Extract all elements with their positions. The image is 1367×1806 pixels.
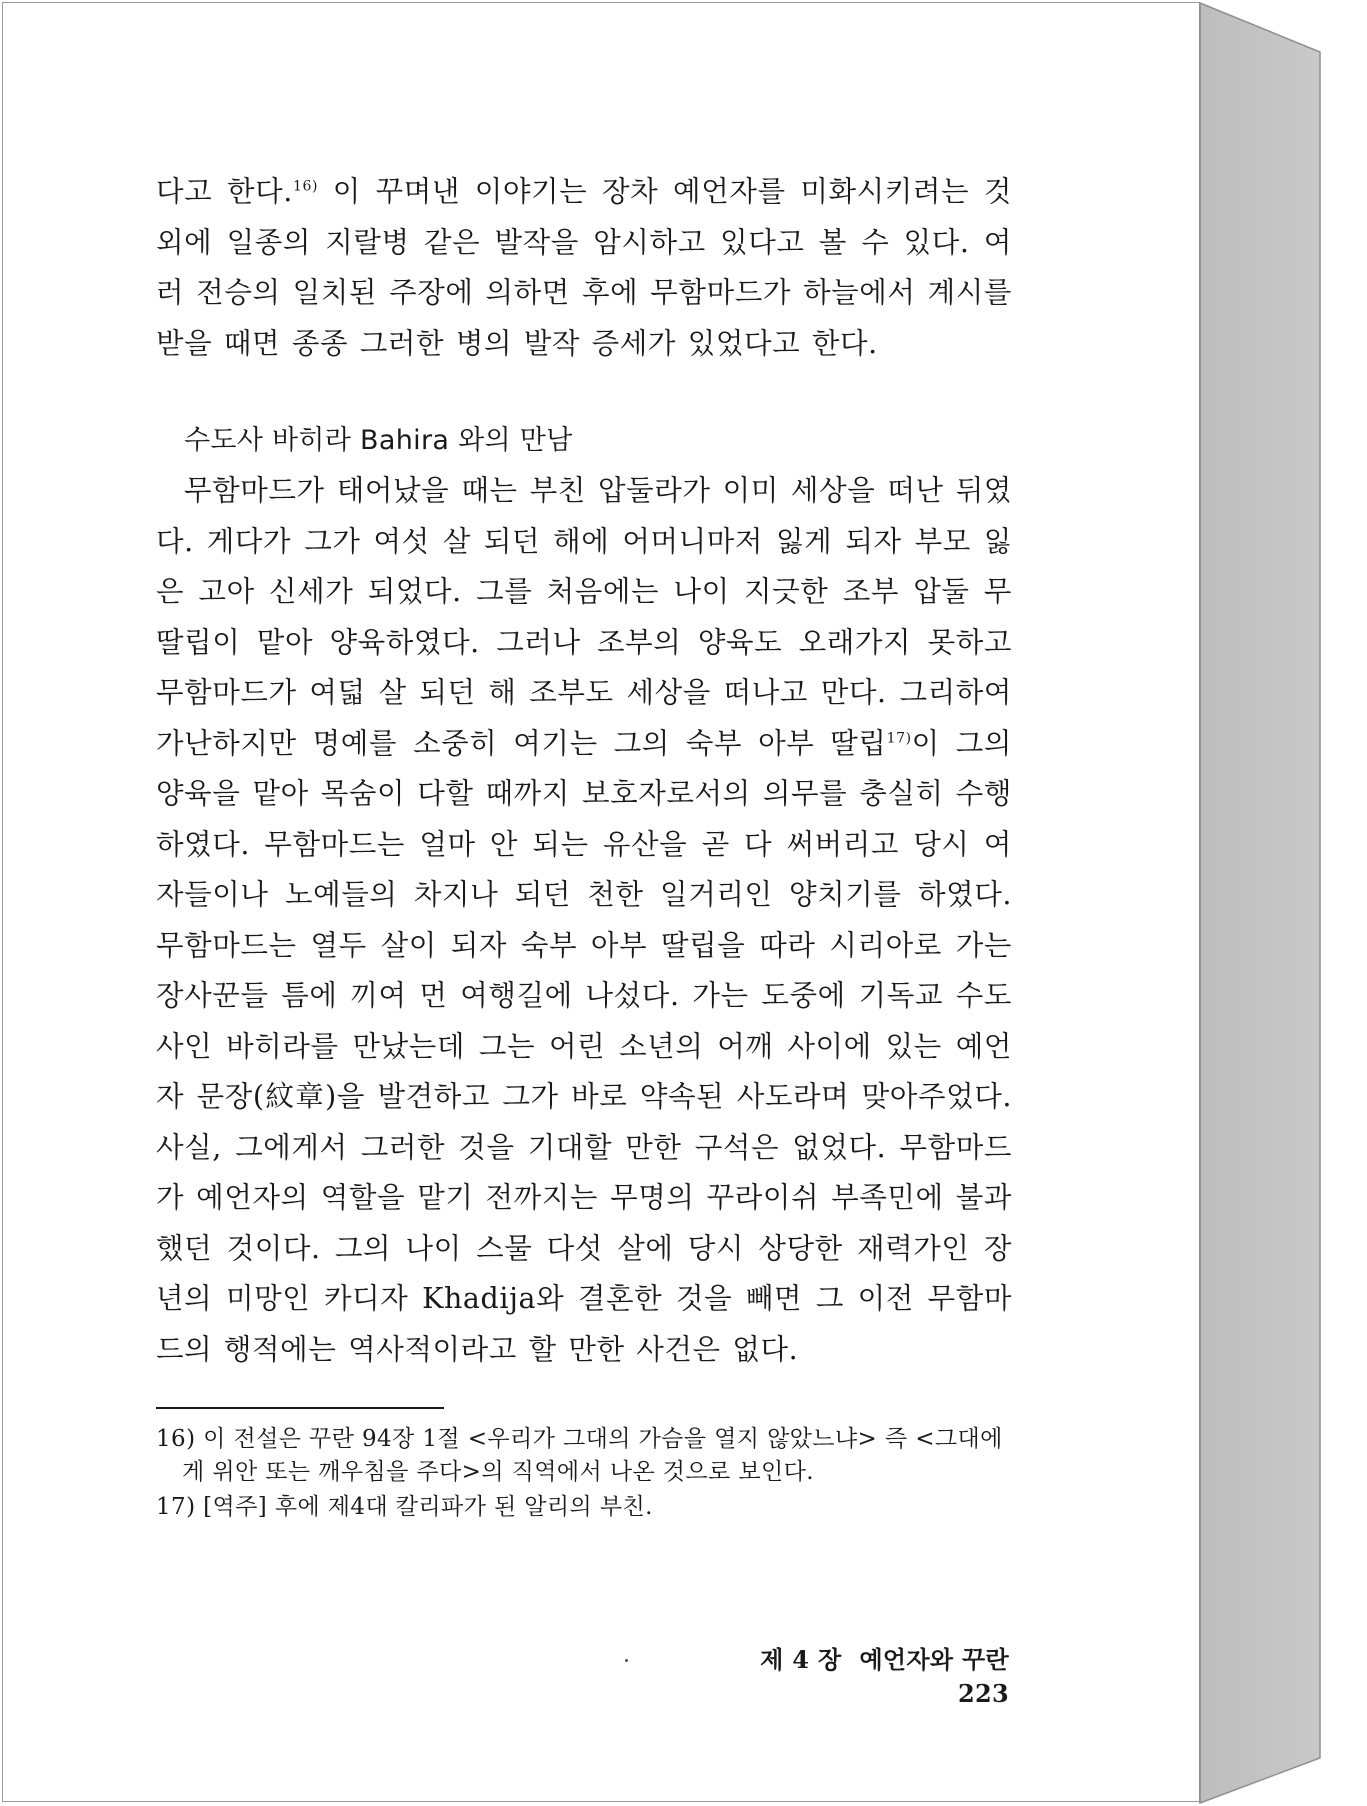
page-number: 223: [958, 1679, 1009, 1708]
footnote-divider: [156, 1407, 444, 1409]
footnote-17: 17) [역주] 후에 제4대 칼리파가 된 알리의 부친.: [156, 1494, 653, 1520]
page-footer: [703, 1643, 1009, 1711]
paragraph-1: [156, 167, 1012, 369]
paragraph-1-text-a: 다고 한다.: [156, 175, 293, 208]
paragraph-1-text-b: 이 꾸며낸 이야기는 장차 예언자를 미화시키려는 것외에 일종의 지랄병 같은 발작을 암시하고 있다고 볼 수 있다. 여러 전승의 일치된 주장에 의하면 후에 무함마드가 하늘에서 계시를 받을 때면 종종 그러한 병의 발작 증세가 있었다고 한다.: [156, 175, 1012, 360]
paragraph-2-text-a: 무함마드가 태어났을 때는 부친 압둘라가 이미 세상을 떠난 뒤였다. 게다가 그가 여섯 살 되던 해에 어머니마저 잃게 되자 부모 잃은 고아 신세가 되었다. 그를 처음에는 나이 지긋한 조부 압둘 무딸립이 맡아 양육하였다. 그러나 조부의 양육도 오래가지 못하고 무함마드가 여덟 살 되던 해 조부도 세상을 떠나고 만다. 그리하여 가난하지만 명예를 소중히 여기는 그의 숙부 아부 딸립: [156, 474, 1012, 760]
footer-chapter: 제 4 장: [760, 1645, 842, 1674]
paragraph-2-text-b: 이 그의 양육을 맡아 목숨이 다할 때까지 보호자로서의 의무를 충실히 수행하였다. 무함마드는 얼마 안 되는 유산을 곧 다 써버리고 당시 여자들이나 노예들의 차지나 되던 천한 일거리인 양치기를 하였다. 무함마드는 열두 살이 되자 숙부 아부 딸립을 따라 시리아로 가는 장사꾼들 틈에 끼여 먼 여행길에 나섰다. 가는 도중에 기독교 수도사인 바히라를 만났는데 그는 어린 소년의 어깨 사이에 있는 예언자 문장(紋章)을 발견하고 그가 바로 약속된 사도라며 맞아주었다. 사실, 그에게서 그러한 것을 기대할 만한 구석은 없었다. 무함마드가 예언자의 역할을 맡기 전까지는 무명의 꾸라이쉬 부족민에 불과했던 것이다. 그의 나이 스물 다섯 살에 당시 상당한 재력가인 장년의 미망인 카디자 Khadija와 결혼한 것을 빼면 그 이전 무함마드의 행적에는 역사적이라고 할 만한 사건은 없다.: [156, 726, 1013, 1366]
book-page: [2, 2, 1200, 1802]
paragraph-2: [156, 466, 1012, 1375]
footnote-ref-16[interactable]: 16): [292, 178, 319, 195]
page-content: [156, 167, 1012, 1375]
footnote-16: 16) 이 전설은 꾸란 94장 1절 <우리가 그대의 가슴을 열지 않았느냐> 즉 <그대에게 위안 또는 깨우침을 주다>의 직역에서 나온 것으로 보인다.: [156, 1426, 1003, 1485]
footnotes: [156, 1423, 1016, 1526]
footnote-ref-17[interactable]: 17): [886, 730, 912, 746]
print-speck: [625, 1659, 628, 1662]
footer-chapter-title: 예언자와 꾸란: [859, 1645, 1009, 1674]
section-heading: 수도사 바히라 Bahira 와의 만남: [184, 425, 573, 456]
